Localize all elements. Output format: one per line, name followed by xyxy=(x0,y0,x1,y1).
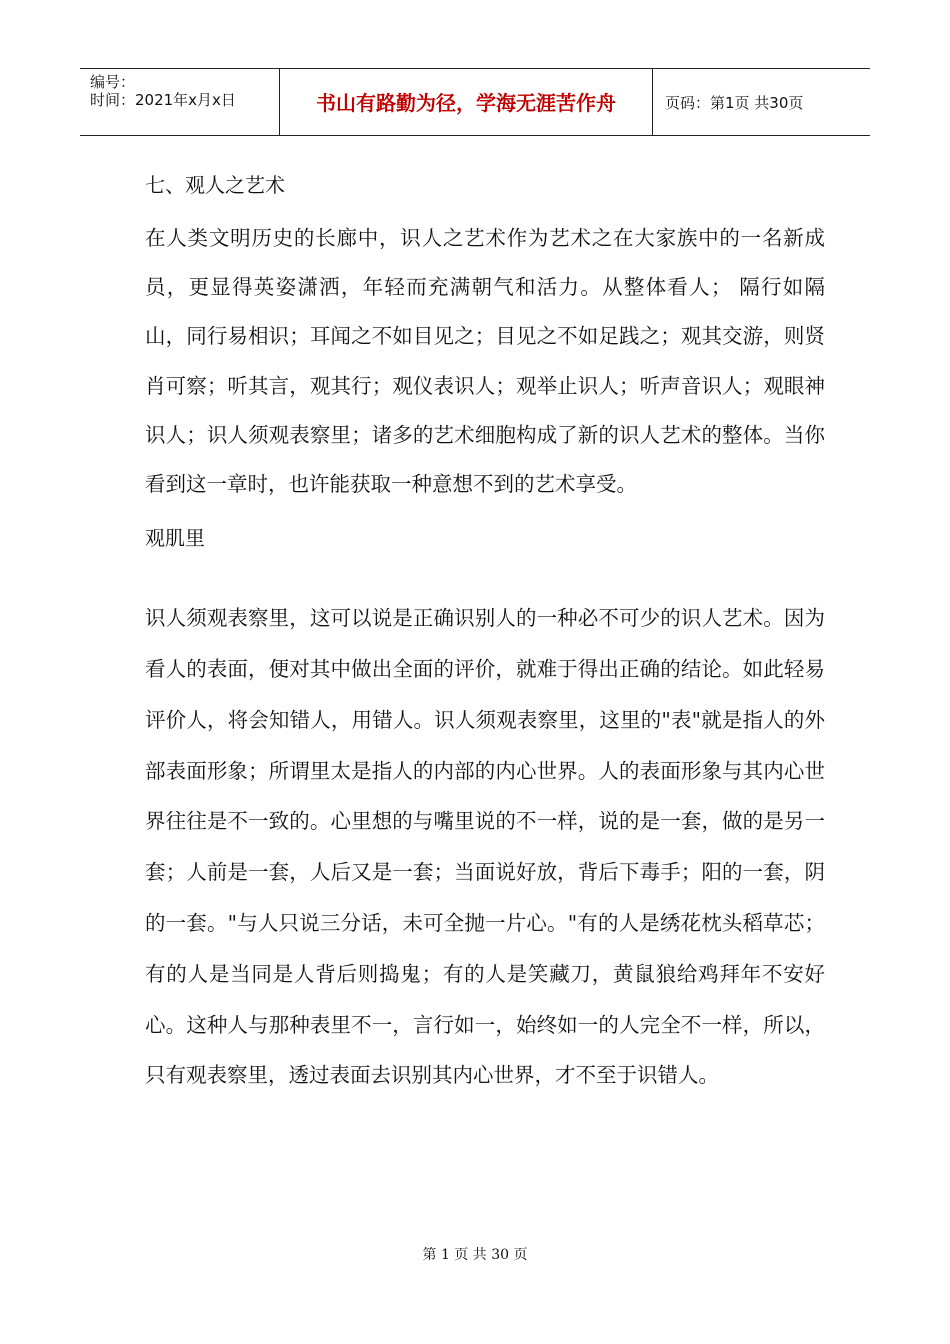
section-heading: 七、观人之艺术 xyxy=(145,173,285,197)
page-footer: 第 1 页 共 30 页 xyxy=(422,1247,528,1263)
header-motto: 书山有路勤为径，学海无涯苦作舟 xyxy=(316,91,616,115)
page-header xyxy=(80,68,870,136)
document-time-label: 时间：2021年x月x日 xyxy=(90,91,236,109)
header-meta-cell xyxy=(80,69,280,135)
document-number-label: 编号： xyxy=(90,73,136,91)
body-paragraph: 识人须观表察里，这可以说是正确识别人的一种必不可少的识人艺术。因为看人的表面，便对其中做出全面的评价，就难于得出正确的结论。如此轻易评价人，将会知错人，用错人。识人须观表察里，这里的"表"就是指人的外部表面形象；所谓里太是指人的内部的内心世界。人的表面形象与其内心世界往往是不一致的。心里想的与嘴里说的不一样，说的是一套，做的是另一套；人前是一套，人后又是一套；当面说好放，背后下毒手；阳的一套，阴的一套。"与人只说三分话，未可全抛一片心。"有的人是绣花枕头稻草芯；有的人是当同是人背后则捣鬼；有的人是笑藏刀，黄鼠狼给鸡拜年不安好心。这种人与那种表里不一，言行如一，始终如一的人完全不一样，所以，只有观表察里，透过表面去识别其内心世界，才不至于识错人。 xyxy=(145,606,825,1088)
subsection-heading: 观肌里 xyxy=(145,526,205,551)
intro-paragraph: 在人类文明历史的长廊中，识人之艺术作为艺术之在大家族中的一名新成员，更显得英姿潇洒，年轻而充满朝气和活力。从整体看人； 隔行如隔山，同行易相识；耳闻之不如目见之；目见之不如足践之；观其交游，则贤肖可察；听其言，观其行；观仪表识人；观举止识人；听声音识人；观眼神识人；识人须观表察里；诸多的艺术细胞构成了新的识人艺术的整体。当你看到这一章时，也许能获取一种意想不到的艺术享受。 xyxy=(145,226,825,497)
header-page-cell xyxy=(653,69,870,135)
document-body xyxy=(145,168,825,1101)
header-motto-cell xyxy=(280,69,653,135)
header-page-code: 页码：第1页 共30页 xyxy=(665,94,804,112)
